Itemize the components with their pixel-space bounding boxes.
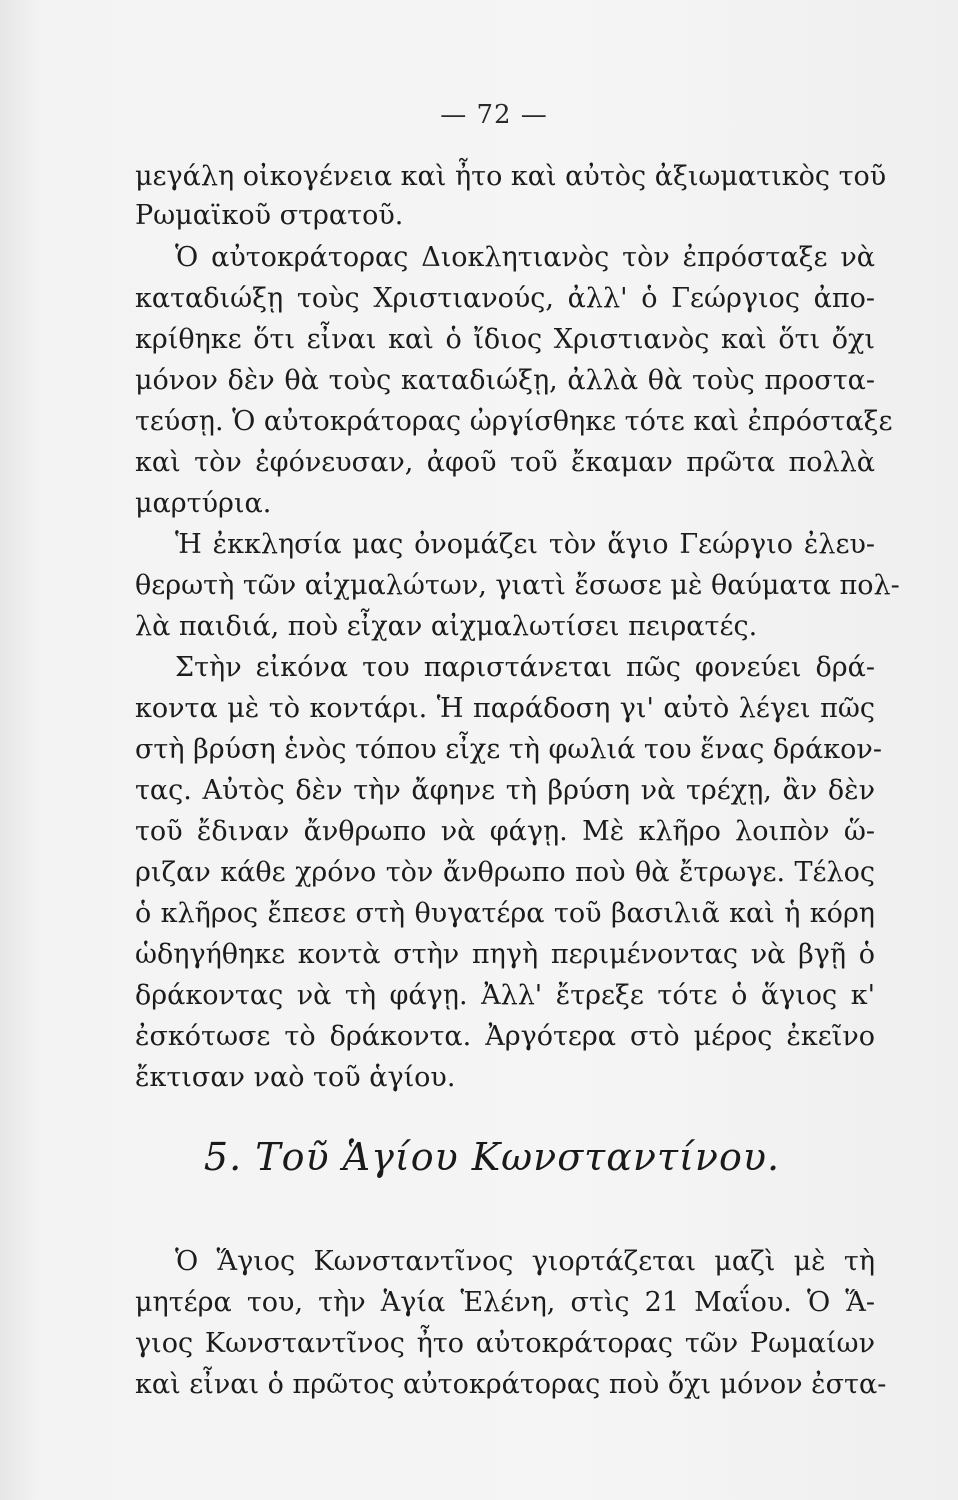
- text-line: στὴ βρύση ἑνὸς τόπου εἶχε τὴ φωλιά του ἕνας δράκον-: [135, 734, 882, 765]
- text-line: δράκοντας νὰ τὴ φάγῃ. Ἀλλ' ἔτρεξε τότε ὁ ἅγιος κ': [135, 980, 875, 1011]
- text-line: καὶ εἶναι ὁ πρῶτος αὐτοκράτορας ποὺ ὄχι μόνον ἐστα-: [135, 1369, 887, 1400]
- text-line: τοῦ ἔδιναν ἄνθρωπο νὰ φάγῃ. Μὲ κλῆρο λοιπὸν ὥ-: [135, 816, 875, 847]
- text-line: κρίθηκε ὅτι εἶναι καὶ ὁ ἴδιος Χριστιανὸς καὶ ὅτι ὄχι: [135, 324, 875, 355]
- text-line: ὡδηγήθηκε κοντὰ στὴν πηγὴ περιμένοντας νὰ βγῇ ὁ: [135, 939, 875, 970]
- text-line: τεύσῃ. Ὁ αὐτοκράτορας ὠργίσθηκε τότε καὶ ἐπρόσταξε: [135, 406, 893, 437]
- text-line: ἐσκότωσε τὸ δράκοντα. Ἀργότερα στὸ μέρος ἐκεῖνο: [135, 1021, 875, 1052]
- text-line: Ρωμαϊκοῦ στρατοῦ.: [135, 200, 404, 231]
- text-line: ριζαν κάθε χρόνο τὸν ἄνθρωπο ποὺ θὰ ἔτρωγε. Τέλος: [135, 857, 875, 888]
- text-line: μόνον δὲν θὰ τοὺς καταδιώξῃ, ἀλλὰ θὰ τοὺς προστα-: [135, 365, 875, 396]
- text-line: ἔκτισαν ναὸ τοῦ ἁγίου.: [135, 1062, 456, 1093]
- text-line: λὰ παιδιά, ποὺ εἶχαν αἰχμαλωτίσει πειρατές.: [135, 611, 758, 642]
- text-line: μαρτύρια.: [135, 488, 272, 519]
- text-line: μητέρα του, τὴν Ἁγία Ἑλένη, στὶς 21 Μαΐου. Ὁ Ἅ-: [135, 1287, 875, 1318]
- text-line: Ἡ ἐκκλησία μας ὀνομάζει τὸν ἅγιο Γεώργιο ἐλευ-: [175, 529, 875, 560]
- text-line: καὶ τὸν ἐφόνευσαν, ἀφοῦ τοῦ ἔκαμαν πρῶτα πολλὰ: [135, 447, 875, 478]
- text-line: μεγάλη οἰκογένεια καὶ ἦτο καὶ αὐτὸς ἀξιωματικὸς τοῦ: [135, 161, 887, 192]
- text-line: καταδιώξῃ τοὺς Χριστιανούς, ἀλλ' ὁ Γεώργιος ἀπο-: [135, 283, 875, 314]
- text-line: τας. Αὐτὸς δὲν τὴν ἄφηνε τὴ βρύση νὰ τρέχῃ, ἂν δὲν: [135, 775, 875, 806]
- text-line: Στὴν εἰκόνα του παριστάνεται πῶς φονεύει δρά-: [175, 652, 875, 683]
- text-line: ὁ κλῆρος ἔπεσε στὴ θυγατέρα τοῦ βασιλιᾶ καὶ ἡ κόρη: [135, 898, 875, 929]
- text-line: Ὁ Ἅγιος Κωνσταντῖνος γιορτάζεται μαζὶ μὲ τὴ: [175, 1246, 875, 1277]
- text-line: Ὁ αὐτοκράτορας Διοκλητιανὸς τὸν ἐπρόσταξε νὰ: [175, 242, 875, 273]
- text-line: θερωτὴ τῶν αἰχμαλώτων, γιατὶ ἔσωσε μὲ θαύματα πολ-: [135, 570, 900, 601]
- page-number: — 72 —: [440, 100, 548, 130]
- section-heading: 5. Τοῦ Ἁγίου Κωνσταντίνου.: [203, 1135, 781, 1179]
- text-line: γιος Κωνσταντῖνος ἦτο αὐτοκράτορας τῶν Ρωμαίων: [135, 1328, 875, 1359]
- text-line: κοντα μὲ τὸ κοντάρι. Ἡ παράδοση γι' αὐτὸ λέγει πῶς: [135, 693, 875, 724]
